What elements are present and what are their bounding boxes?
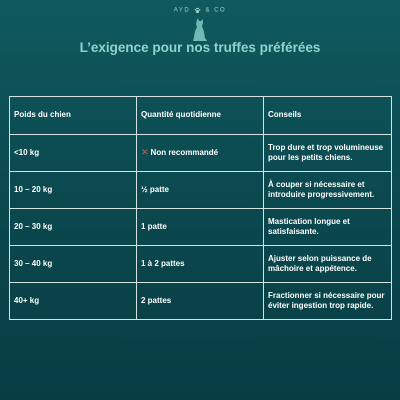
table-header-row: [10, 97, 392, 135]
cell-weight: <10 kg: [10, 135, 137, 172]
header-quantity: Quantité quotidienne: [137, 97, 264, 135]
cell-advice: Mastication longue et satisfaisante.: [264, 209, 392, 246]
cell-quantity: 1 à 2 pattes: [137, 246, 264, 283]
header-weight: Poids du chien: [10, 97, 137, 135]
header-advice: Conseils: [264, 97, 392, 135]
cell-advice: Ajuster selon puissance de mâchoire et appétence.: [264, 246, 392, 283]
paw-icon: [194, 7, 201, 14]
cell-weight: 10 – 20 kg: [10, 172, 137, 209]
cell-weight: 40+ kg: [10, 283, 137, 320]
cell-advice: À couper si nécessaire et introduire progressivement.: [264, 172, 392, 209]
cell-quantity: 2 pattes: [137, 283, 264, 320]
table-row: [10, 246, 392, 283]
cell-quantity: [137, 135, 264, 172]
dosage-table: [9, 96, 392, 320]
cell-quantity-text: Non recommandé: [150, 148, 219, 158]
page-title: L’exigence pour nos truffes préférées: [79, 40, 321, 55]
brand-left: AYD: [173, 7, 191, 14]
table-row: [10, 135, 392, 172]
cell-advice: Fractionner si nécessaire pour éviter ingestion trop rapide.: [264, 283, 392, 320]
table-row: [10, 172, 392, 209]
cell-advice: Trop dure et trop volumineuse pour les petits chiens.: [264, 135, 392, 172]
cell-weight: 20 – 30 kg: [10, 209, 137, 246]
table-row: [10, 283, 392, 320]
cell-weight: 30 – 40 kg: [10, 246, 137, 283]
cell-quantity: ½ patte: [137, 172, 264, 209]
cross-mark-icon: ✕: [141, 147, 149, 158]
dog-icon: [189, 18, 209, 42]
table-row: [10, 209, 392, 246]
brand-logo: [0, 7, 400, 14]
cell-quantity: 1 patte: [137, 209, 264, 246]
brand-right: & CO: [205, 7, 227, 14]
